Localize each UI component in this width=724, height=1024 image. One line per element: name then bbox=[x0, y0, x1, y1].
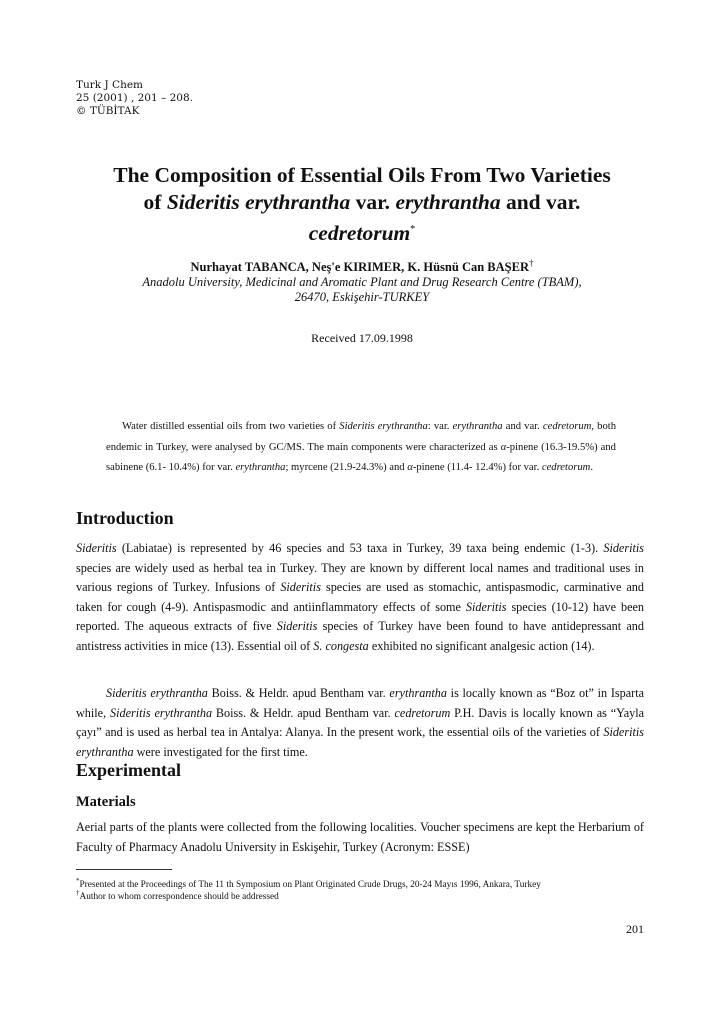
abstract-run: . bbox=[590, 462, 593, 473]
abstract-run: : var. bbox=[427, 421, 453, 432]
introduction-p1-run: Sideritis bbox=[76, 541, 117, 555]
journal-info bbox=[76, 79, 193, 118]
journal-publisher: © TÜBİTAK bbox=[76, 105, 140, 117]
materials-paragraph: Aerial parts of the plants were collected from the following localities. Voucher specimens are kept the Herbarium of Faculty of Pharmacy Anadolu University in Eskişehir, Turkey (Acronym: ESSE) bbox=[76, 820, 644, 854]
introduction-p2-run: is locally known as “Boz ot” in Isparta while, bbox=[76, 686, 644, 720]
introduction-p1-run: Sideritis bbox=[465, 599, 507, 614]
abstract-run: α bbox=[500, 441, 507, 453]
footnote-marker: * bbox=[410, 224, 416, 235]
introduction-p1-run: species are widely used as herbal tea in Turkey. They are known by different local names and traditional uses in various regions of Turkey. Infusions of bbox=[76, 560, 644, 595]
introduction-p1-run: (Labiatae) is represented by 46 species and 53 taxa in Turkey, 39 taxa being endemic (1-3). bbox=[116, 541, 604, 555]
introduction-p2-run: Boiss. & Heldr. apud Bentham var. bbox=[212, 705, 395, 720]
affiliation bbox=[60, 275, 664, 305]
abstract-run: erythrantha bbox=[452, 421, 503, 432]
affiliation-line-1: Anadolu University, Medicinal and Aromatic Plant and Drug Research Centre (TBAM), bbox=[142, 275, 582, 289]
introduction-p2-run: Sideritis erythrantha bbox=[106, 686, 208, 700]
title-species: Sideritis erythrantha bbox=[166, 190, 351, 214]
title-line-2 bbox=[60, 189, 664, 216]
introduction-p1-run: S. congesta bbox=[313, 638, 369, 653]
introduction-p2-run: were investigated for the first time. bbox=[133, 744, 308, 759]
footnote-marker: † bbox=[528, 258, 534, 268]
title-variety: cedretorum bbox=[308, 221, 411, 246]
abstract bbox=[106, 417, 616, 479]
introduction-p1-run: Sideritis bbox=[603, 541, 644, 555]
abstract-run: erythrantha bbox=[235, 462, 286, 473]
journal-volume: 25 (2001) , 201 – 208. bbox=[76, 92, 193, 104]
introduction-p1-run: Sideritis bbox=[280, 580, 321, 595]
title-variety: erythrantha bbox=[395, 190, 501, 214]
introduction-p1-run: species of Turkey have been found to have antidepressant and antistress activities in mice (13). Essential oil of bbox=[76, 619, 644, 653]
introduction-p1-run: exhibited no significant analgesic action (14). bbox=[368, 638, 595, 653]
abstract-run: ; myrcene (21.9-24.3%) and bbox=[285, 462, 408, 473]
introduction-paragraph-1 bbox=[76, 539, 644, 657]
introduction-p1-run: species (10-12) have been reported. The aqueous extracts of five bbox=[76, 599, 644, 634]
introduction-p2-run: cedretorum bbox=[394, 705, 451, 720]
introduction-p1-run: Sideritis bbox=[276, 619, 318, 634]
title-line-1: The Composition of Essential Oils From Two Varieties bbox=[113, 163, 611, 187]
abstract-run: , both endemic in Turkey, were analysed by GC/MS. The main components were characterized as bbox=[106, 421, 616, 453]
introduction-p2-run: Sideritis erythrantha bbox=[76, 725, 644, 759]
section-heading-introduction: Introduction bbox=[76, 508, 174, 528]
footnote-marker: * bbox=[76, 877, 80, 885]
introduction-p1-run: species are used as stomachic, antispasmodic, carminative and taken for cough (4-9). Antispasmodic and antiinflammatory effects of some bbox=[76, 580, 644, 614]
affiliation-line-2: 26470, Eskişehir-TURKEY bbox=[294, 290, 430, 304]
introduction-p2-run: P.H. Davis is locally known as “Yayla çayı” and is used as herbal tea in Antalya: Alanya. In the present work, the essential oils of the varieties of bbox=[76, 705, 644, 740]
abstract-run: Sideritis erythrantha bbox=[339, 421, 428, 432]
abstract-run: -pinene (11.4- 12.4%) for var. bbox=[412, 462, 542, 473]
introduction-p2-run: Boiss. & Heldr. apud Bentham var. bbox=[207, 686, 390, 700]
title-text: of bbox=[143, 190, 167, 214]
footnote-marker: † bbox=[76, 889, 80, 897]
abstract-run: cedretorum bbox=[542, 421, 592, 432]
abstract-run: and var. bbox=[502, 421, 543, 432]
title-text: and var. bbox=[500, 190, 581, 214]
footnote-2 bbox=[76, 887, 656, 903]
abstract-run: cedretorum bbox=[541, 462, 591, 473]
abstract-run: -pinene (16.3-19.5%) and sabinene (6.1- 10.4%) for var. bbox=[106, 441, 616, 473]
received-date: Received 17.09.1998 bbox=[311, 331, 413, 345]
introduction-paragraph-2 bbox=[76, 684, 644, 762]
paper-title bbox=[60, 162, 664, 247]
introduction-p2-run: Sideritis erythrantha bbox=[110, 705, 213, 720]
footnote-text: Author to whom correspondence should be addressed bbox=[79, 892, 279, 903]
title-text: var. bbox=[350, 190, 396, 214]
abstract-run: α bbox=[407, 462, 413, 473]
abstract-run: Water distilled essential oils from two varieties of bbox=[122, 421, 340, 432]
footnote-text: Presented at the Proceedings of The 11 th Symposium on Plant Originated Crude Drugs, 20-24 Mayıs 1996, Ankara, Turkey bbox=[79, 880, 541, 891]
page-number: 201 bbox=[626, 922, 644, 936]
subsection-heading-materials: Materials bbox=[76, 794, 136, 810]
author-names: Nurhayat TABANCA, Neş'e KIRIMER, K. Hüsnü Can BAŞER bbox=[190, 260, 529, 275]
journal-name: Turk J Chem bbox=[76, 79, 143, 91]
title-line-3 bbox=[60, 216, 664, 247]
author-list bbox=[60, 258, 664, 275]
footnote-divider bbox=[76, 869, 172, 870]
section-heading-experimental: Experimental bbox=[76, 760, 181, 780]
introduction-p2-run: erythrantha bbox=[389, 686, 447, 700]
